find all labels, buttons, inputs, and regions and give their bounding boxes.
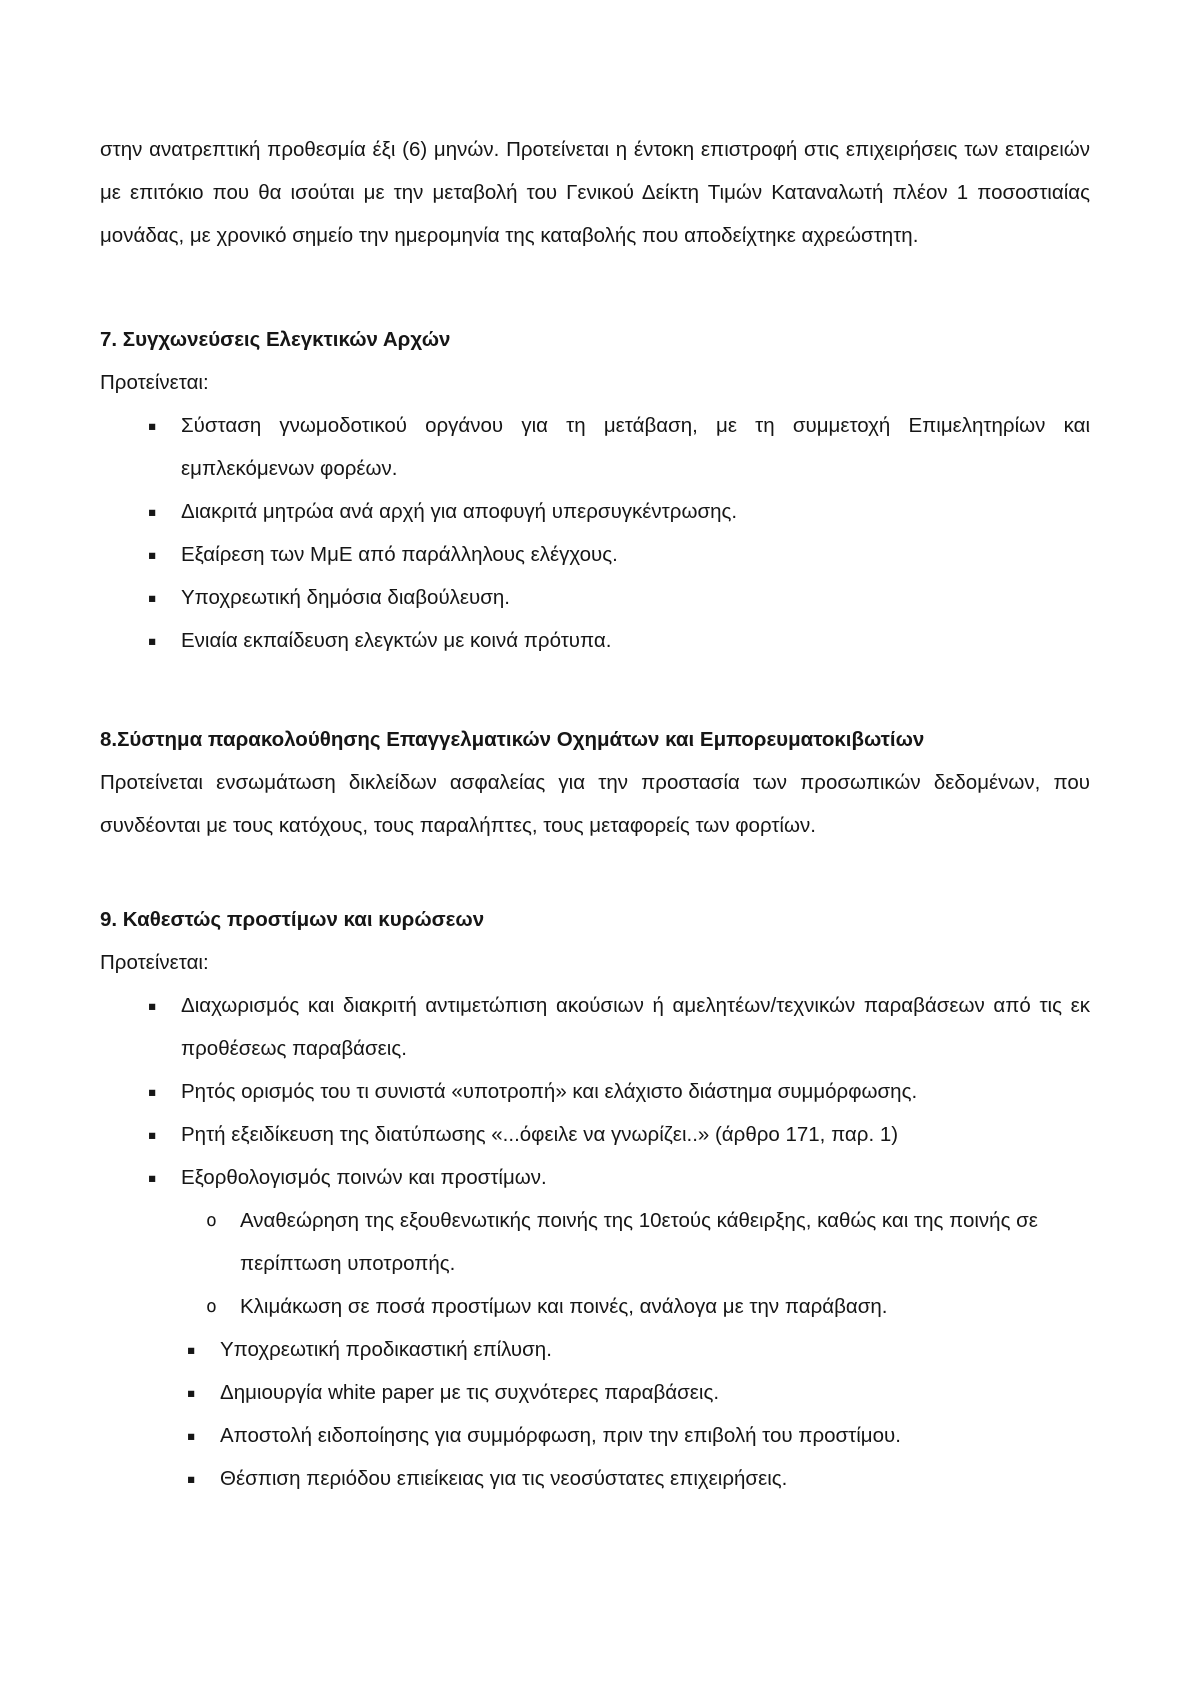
list-item bbox=[100, 1414, 1090, 1457]
list-item-text: Διαχωρισμός και διακριτή αντιμετώπιση ακούσιων ή αμελητέων/τεχνικών παραβάσεων από τις εκ προθέσεως παραβάσεις. bbox=[181, 994, 1090, 1060]
bullet-square-icon: ▪ bbox=[148, 590, 157, 605]
list-item-text: Εξορθολογισμός ποινών και προστίμων. bbox=[181, 1166, 547, 1189]
section-8-paragraph: Προτείνεται ενσωμάτωση δικλείδων ασφαλείας για την προστασία των προσωπικών δεδομένων, που συνδέονται με τους κατόχους, τους παραλήπτες, τους μεταφορείς των φορτίων. bbox=[100, 771, 1090, 837]
bullet-square-icon: ▪ bbox=[148, 1170, 157, 1185]
section-7-list bbox=[100, 404, 1090, 662]
bullet-square-icon: ▪ bbox=[187, 1342, 196, 1357]
list-item bbox=[100, 619, 1090, 662]
bullet-square-icon: ▪ bbox=[148, 418, 157, 433]
list-item-text: Υποχρεωτική δημόσια διαβούλευση. bbox=[181, 586, 511, 609]
bullet-circle-icon: o bbox=[206, 1296, 217, 1317]
list-item bbox=[100, 490, 1090, 533]
list-item-text: Αναθεώρηση της εξουθενωτικής ποινής της 10ετούς κάθειρξης, καθώς και της ποινής σε περίπτωση υποτροπής. bbox=[240, 1209, 1038, 1275]
list-item bbox=[100, 1328, 1090, 1371]
sub-list-item bbox=[100, 1199, 1090, 1285]
intro-paragraph: στην ανατρεπτική προθεσμία έξι (6) μηνών. Προτείνεται η έντοκη επιστροφή στις επιχειρήσεις των εταιρειών με επιτόκιο που θα ισούται με την μεταβολή του Γενικού Δείκτη Τιμών Καταναλωτή πλέον 1 ποσοστιαίας μονάδας, με χρονικό σημείο την ημερομηνία της καταβολής που αποδείχτηκε αχρεώστητη. bbox=[100, 138, 1090, 247]
list-item bbox=[100, 1457, 1090, 1500]
list-item bbox=[100, 576, 1090, 619]
section-7-heading: 7. Συγχωνεύσεις Ελεγκτικών Αρχών bbox=[100, 328, 451, 351]
list-item-text: Σύσταση γνωμοδοτικού οργάνου για τη μετάβαση, με τη συμμετοχή Επιμελητηρίων και εμπλεκόμενων φορέων. bbox=[181, 414, 1090, 480]
list-item-text: Ρητή εξειδίκευση της διατύπωσης «...όφειλε να γνωρίζει..» (άρθρο 171, παρ. 1) bbox=[181, 1123, 899, 1146]
bullet-square-icon: ▪ bbox=[148, 1127, 157, 1142]
bullet-square-icon: ▪ bbox=[148, 633, 157, 648]
list-item-text: Υποχρεωτική προδικαστική επίλυση. bbox=[220, 1338, 552, 1361]
section-8-heading: 8.Σύστημα παρακολούθησης Επαγγελματικών Οχημάτων και Εμπορευματοκιβωτίων bbox=[100, 728, 925, 751]
list-item bbox=[100, 1113, 1090, 1156]
list-item bbox=[100, 1070, 1090, 1113]
section-9-lead: Προτείνεται: bbox=[100, 951, 209, 974]
list-item-text: Εξαίρεση των ΜμΕ από παράλληλους ελέγχους. bbox=[181, 543, 618, 566]
list-item-text: Θέσπιση περιόδου επιείκειας για τις νεοσύστατες επιχειρήσεις. bbox=[220, 1467, 788, 1490]
list-item bbox=[100, 533, 1090, 576]
bullet-square-icon: ▪ bbox=[148, 998, 157, 1013]
bullet-square-icon: ▪ bbox=[187, 1471, 196, 1486]
section-7-lead: Προτείνεται: bbox=[100, 371, 209, 394]
list-item-text: Ενιαία εκπαίδευση ελεγκτών με κοινά πρότυπα. bbox=[181, 629, 612, 652]
bullet-square-icon: ▪ bbox=[148, 547, 157, 562]
list-item-text: Δημιουργία white paper με τις συχνότερες παραβάσεις. bbox=[220, 1381, 720, 1404]
section-9-heading: 9. Καθεστώς προστίμων και κυρώσεων bbox=[100, 908, 485, 931]
bullet-square-icon: ▪ bbox=[187, 1385, 196, 1400]
list-item-text: Ρητός ορισμός του τι συνιστά «υποτροπή» και ελάχιστο διάστημα συμμόρφωσης. bbox=[181, 1080, 918, 1103]
bullet-square-icon: ▪ bbox=[148, 504, 157, 519]
list-item-text: Αποστολή ειδοποίησης για συμμόρφωση, πριν την επιβολή του προστίμου. bbox=[220, 1424, 901, 1447]
list-item bbox=[100, 1371, 1090, 1414]
list-item bbox=[100, 984, 1090, 1070]
list-item-text: Διακριτά μητρώα ανά αρχή για αποφυγή υπερσυγκέντρωσης. bbox=[181, 500, 738, 523]
bullet-circle-icon: o bbox=[206, 1210, 217, 1231]
bullet-square-icon: ▪ bbox=[148, 1084, 157, 1099]
list-item-text: Κλιμάκωση σε ποσά προστίμων και ποινές, ανάλογα με την παράβαση. bbox=[240, 1295, 888, 1318]
section-9-list bbox=[100, 984, 1090, 1500]
list-item bbox=[100, 404, 1090, 490]
sub-list-item bbox=[100, 1285, 1090, 1328]
bullet-square-icon: ▪ bbox=[187, 1428, 196, 1443]
list-item bbox=[100, 1156, 1090, 1199]
